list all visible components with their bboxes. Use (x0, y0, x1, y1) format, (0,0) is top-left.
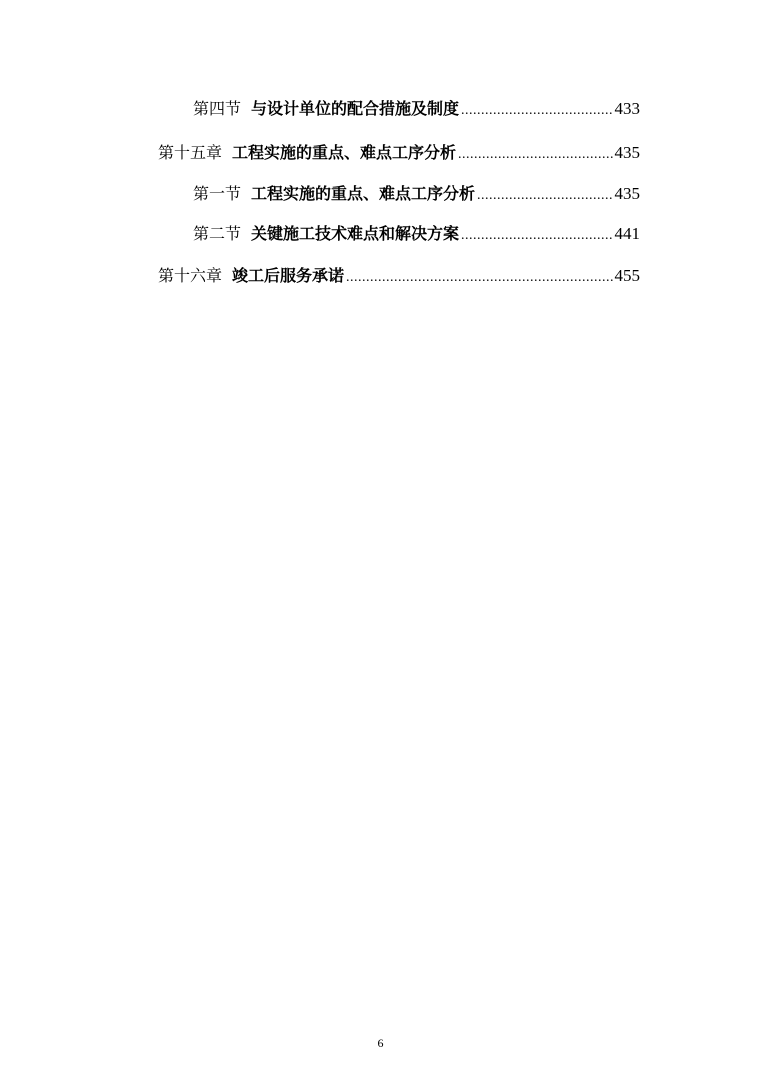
toc-entry-title: 工程实施的重点、难点工序分析 (232, 143, 457, 162)
toc-entry-title: 竣工后服务承诺 (232, 266, 345, 285)
toc-entry-number: 第十五章 (158, 143, 223, 162)
toc-entry-section-1[interactable] (193, 182, 640, 206)
toc-entry-number: 第二节 (193, 224, 242, 243)
toc-entry-title: 关键施工技术难点和解决方案 (251, 224, 460, 243)
toc-entry-page: 435 (614, 184, 640, 203)
toc-dot-leader (461, 99, 612, 123)
toc-entry-section-4[interactable] (193, 97, 640, 121)
toc-entry-title: 与设计单位的配合措施及制度 (251, 99, 460, 118)
toc-entry-title: 工程实施的重点、难点工序分析 (251, 184, 476, 203)
toc-entry-chapter-15[interactable] (158, 141, 640, 165)
toc-dot-leader (477, 184, 612, 208)
toc-entry-page: 455 (614, 266, 640, 285)
toc-entry-number: 第十六章 (158, 266, 223, 285)
toc-dot-leader (461, 224, 612, 248)
toc-entry-number: 第四节 (193, 99, 242, 118)
toc-entry-section-2[interactable] (193, 222, 640, 246)
toc-dot-leader (458, 143, 612, 167)
toc-entry-number: 第一节 (193, 184, 242, 203)
toc-entry-page: 433 (614, 99, 640, 118)
page-number: 6 (377, 1036, 384, 1050)
toc-entry-chapter-16[interactable] (158, 264, 640, 288)
toc-dot-leader (346, 266, 612, 290)
toc-entry-page: 441 (614, 224, 640, 243)
toc-entry-page: 435 (614, 143, 640, 162)
